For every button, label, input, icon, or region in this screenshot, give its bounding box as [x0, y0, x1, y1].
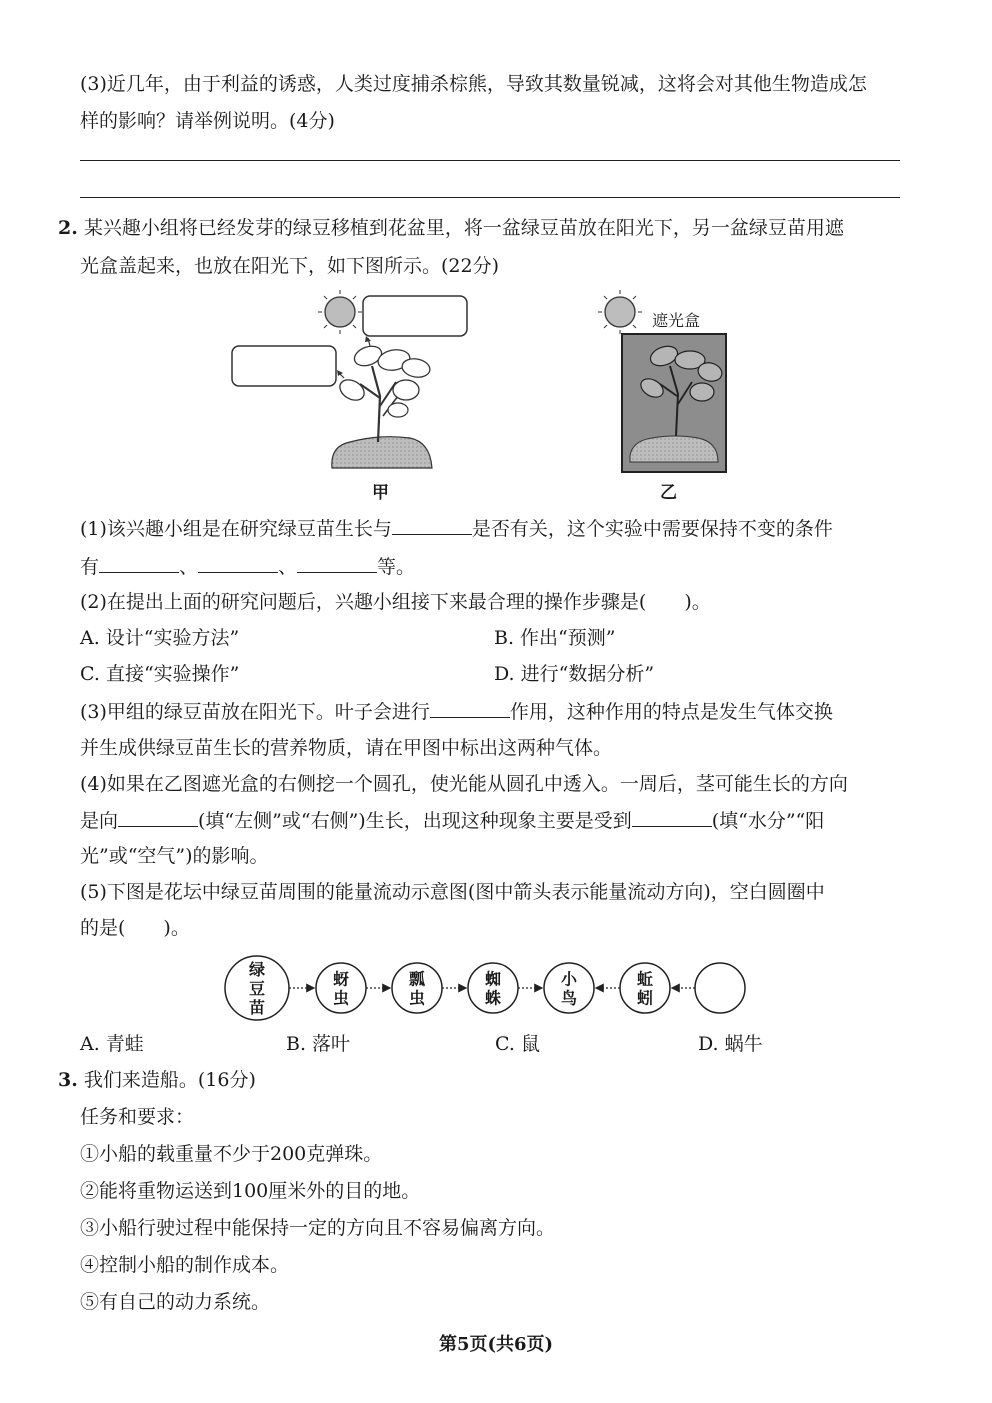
q2-p5-option-b[interactable]: B. 落叶: [286, 1033, 351, 1055]
blank-condition-2[interactable]: [198, 552, 278, 573]
blank-condition-1[interactable]: [99, 552, 179, 573]
chain-node-label: 蜘蛛: [484, 969, 502, 1008]
q2-p3-text-b: 作用，这种作用的特点是发生气体交换: [509, 701, 833, 723]
q3-number: 3.: [58, 1069, 78, 1091]
q2-p1-sep1: 、: [179, 556, 199, 578]
q2-p4-line1: (4)如果在乙图遮光盒的右侧挖一个圆孔，使光能从圆孔中透入。一周后，茎可能生长的方向: [80, 773, 848, 795]
q2-p5-line2: 的是( )。: [80, 917, 190, 939]
gas-label-box-left[interactable]: [232, 346, 336, 386]
q2-p2-option-b[interactable]: B. 作出“预测”: [494, 627, 616, 649]
sun-icon-yi: [598, 290, 642, 334]
q1-3-text-line2: 样的影响？请举例说明。(4分): [80, 110, 335, 132]
blank-photosynthesis[interactable]: [430, 697, 510, 718]
q2-p2-option-a[interactable]: A. 设计“实验方法”: [80, 627, 240, 649]
q2-p4-line2: [80, 806, 824, 835]
q2-p1-text-a: (1)该兴趣小组是在研究绿豆苗生长与: [80, 518, 392, 540]
q2-p5-option-d[interactable]: D. 蜗牛: [698, 1033, 763, 1055]
q3-item-4: ④控制小船的制作成本。: [80, 1254, 290, 1276]
plant-experiment-figure: [220, 286, 740, 506]
chain-node-label: 蚜虫: [332, 969, 350, 1008]
sun-icon-jia: [318, 290, 362, 334]
q3-item-3: ③小船行驶过程中能保持一定的方向且不容易偏离方向。: [80, 1217, 556, 1239]
q3-item-2: ②能将重物运送到100厘米外的目的地。: [80, 1180, 421, 1202]
q3-title: 我们来造船。(16分): [83, 1069, 256, 1091]
q3-title-line: [58, 1066, 256, 1094]
q2-p5-option-a[interactable]: A. 青蛙: [80, 1033, 144, 1055]
blank-condition-3[interactable]: [297, 552, 377, 573]
q2-p1-line1: [80, 514, 833, 543]
bean-plant-jia: [332, 336, 432, 468]
energy-flow-diagram: [215, 952, 755, 1024]
q2-p1-text-b: 是否有关，这个实验中需要保持不变的条件: [471, 518, 833, 540]
q2-number: 2.: [58, 217, 78, 239]
blank-factor[interactable]: [632, 806, 712, 827]
q2-p4-line3: 光”或“空气”)的影响。: [80, 845, 269, 867]
q2-p1-text-d: 等。: [377, 556, 416, 578]
chain-node-label: 蚯蚓: [636, 969, 654, 1008]
q2-p2-option-d[interactable]: D. 进行“数据分析”: [494, 663, 655, 685]
light-blocking-box: [622, 334, 726, 472]
q2-p1-line2: [80, 552, 415, 581]
chain-node-label: 绿豆苗: [248, 960, 266, 1017]
q2-p2-option-c[interactable]: C. 直接“实验操作”: [80, 663, 240, 685]
answer-line-2: [80, 197, 900, 198]
q2-intro-line1: [58, 214, 844, 242]
q3-item-5: ⑤有自己的动力系统。: [80, 1291, 271, 1313]
q2-p5-line1: (5)下图是花坛中绿豆苗周围的能量流动示意图(图中箭头表示能量流动方向)，空白圆圈中: [80, 881, 825, 903]
light-box-label: 遮光盒: [652, 311, 701, 330]
blank-variable[interactable]: [392, 514, 472, 535]
q2-intro-text1: 某兴趣小组将已经发芽的绿豆移植到花盆里，将一盆绿豆苗放在阳光下，另一盆绿豆苗用遮: [83, 217, 844, 239]
figure-label-jia: 甲: [372, 483, 389, 503]
q2-intro-line2: 光盒盖起来，也放在阳光下，如下图所示。(22分): [80, 255, 500, 277]
q2-p3-line2: 并生成供绿豆苗生长的营养物质，请在甲图中标出这两种气体。: [80, 737, 613, 759]
gas-label-box-top[interactable]: [363, 296, 467, 336]
chain-node-blank-circle[interactable]: [695, 963, 745, 1013]
answer-line-1: [80, 160, 900, 161]
blank-direction[interactable]: [118, 806, 198, 827]
q3-task-title: 任务和要求：: [80, 1106, 195, 1128]
q1-3-text-line1: (3)近几年，由于利益的诱惑，人类过度捕杀棕熊，导致其数量锐减，这将会对其他生物造成怎: [80, 73, 867, 95]
q2-p4-text-b: 是向: [80, 810, 119, 832]
q2-p4-text-d: (填“水分”“阳: [711, 810, 825, 832]
q2-p1-sep2: 、: [278, 556, 298, 578]
figure-label-yi: 乙: [660, 483, 677, 503]
q3-item-1: ①小船的载重量不少于200克弹珠。: [80, 1143, 383, 1165]
q2-p3-text-a: (3)甲组的绿豆苗放在阳光下。叶子会进行: [80, 701, 430, 723]
q2-p5-option-c[interactable]: C. 鼠: [495, 1033, 540, 1055]
chain-node-label: 小鸟: [560, 969, 578, 1008]
q2-p4-text-c: (填“左侧”或“右侧”)生长，出现这种现象主要是受到: [198, 810, 632, 832]
q2-p1-text-c: 有: [80, 556, 100, 578]
q2-p3-line1: [80, 697, 833, 726]
page-footer: 第5页(共6页): [438, 1334, 554, 1355]
q2-p2-text: (2)在提出上面的研究问题后，兴趣小组接下来最合理的操作步骤是( )。: [80, 591, 711, 613]
chain-node-label: 瓢虫: [408, 969, 426, 1008]
